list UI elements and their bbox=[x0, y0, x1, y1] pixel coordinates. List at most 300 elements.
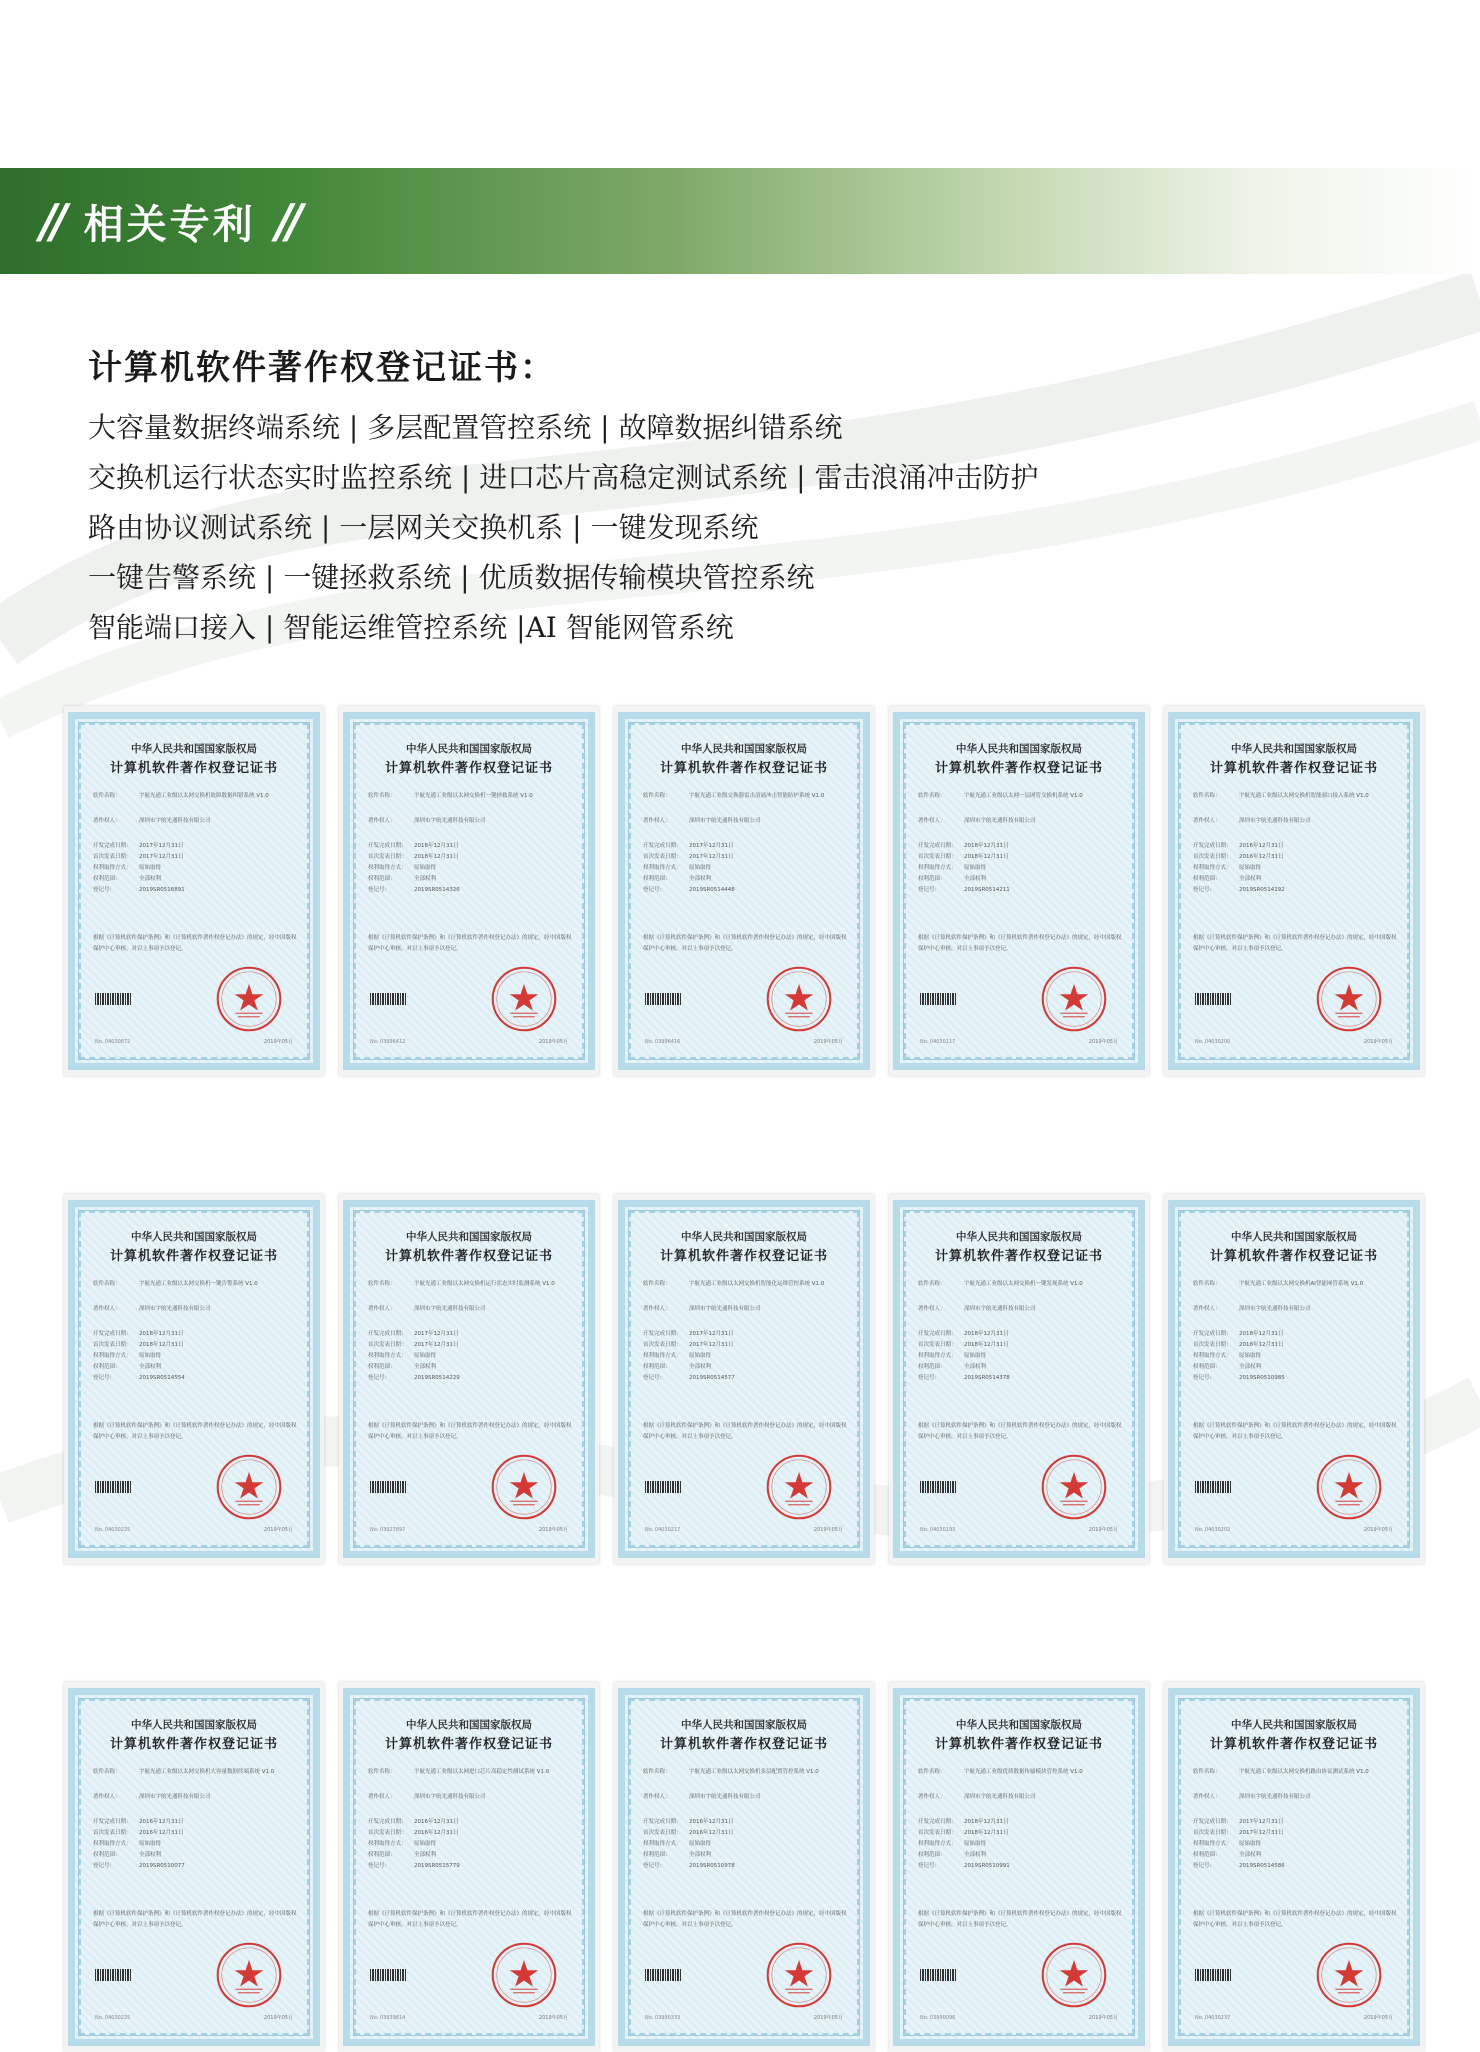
field-label: 著作权人： bbox=[1193, 1794, 1221, 1800]
field-label: 权利取得方式： bbox=[1193, 1353, 1232, 1359]
issue-date: 2019年05月 bbox=[813, 1039, 843, 1045]
certificate-agency: 中华人民共和国国家版权局 bbox=[956, 1719, 1082, 1731]
field-label: 首次发表日期： bbox=[643, 1342, 682, 1348]
pub-date: 2018年12月31日 bbox=[139, 1342, 184, 1348]
certificate-serial: No. 03990096 bbox=[920, 2015, 956, 2021]
registration-number: 2019SR0510985 bbox=[1239, 1375, 1285, 1381]
field-label: 权利取得方式： bbox=[368, 1841, 407, 1847]
registration-number: 2019SR0514192 bbox=[1239, 887, 1285, 893]
field-label: 开发完成日期： bbox=[93, 1819, 132, 1825]
certificate-paper bbox=[893, 1688, 1145, 2046]
field-label: 开发完成日期： bbox=[93, 1331, 132, 1337]
barcode-icon bbox=[1195, 993, 1231, 1005]
copyright-owner: 深圳市宇航光通科技有限公司 bbox=[1239, 1794, 1311, 1800]
certificate-fields bbox=[918, 791, 1122, 896]
field-label: 登记号： bbox=[1193, 887, 1216, 893]
rights-scope: 全部权利 bbox=[139, 876, 162, 882]
acquisition: 原始取得 bbox=[964, 1841, 987, 1847]
copyright-owner: 深圳市宇航光通科技有限公司 bbox=[964, 818, 1036, 824]
field-label: 首次发表日期： bbox=[93, 1342, 132, 1348]
field-label: 权利范围： bbox=[918, 1364, 946, 1370]
acquisition: 原始取得 bbox=[1239, 865, 1262, 871]
certificate-agency: 中华人民共和国国家版权局 bbox=[406, 1719, 532, 1731]
acquisition: 原始取得 bbox=[414, 1841, 437, 1847]
certificate-paper bbox=[1168, 1688, 1420, 2046]
certificate-paper bbox=[618, 712, 870, 1070]
certificate-agency: 中华人民共和国国家版权局 bbox=[681, 743, 807, 755]
red-seal-icon bbox=[765, 1453, 833, 1521]
field-label: 著作权人： bbox=[93, 818, 121, 824]
certificate-paper bbox=[893, 1200, 1145, 1558]
acquisition: 原始取得 bbox=[964, 1353, 987, 1359]
double-slash-icon: // bbox=[40, 194, 62, 248]
red-seal-icon bbox=[490, 1453, 558, 1521]
certificate-serial: No. 03939814 bbox=[370, 2015, 406, 2021]
registration-number: 2019SR0514378 bbox=[964, 1375, 1010, 1381]
copyright-owner: 深圳市宇航光通科技有限公司 bbox=[139, 1794, 211, 1800]
field-label: 开发完成日期： bbox=[918, 1819, 957, 1825]
certificate-title: 计算机软件著作权登记证书 bbox=[659, 1249, 828, 1264]
certificate-serial: No. 04030200 bbox=[1195, 1039, 1231, 1045]
rights-scope: 全部权利 bbox=[1239, 1364, 1262, 1370]
certificate-title: 计算机软件著作权登记证书 bbox=[384, 761, 553, 776]
field-label: 著作权人： bbox=[918, 818, 946, 824]
certificate-serial: No. 03927897 bbox=[370, 1527, 406, 1533]
certificate-card bbox=[339, 1194, 599, 1564]
barcode-icon bbox=[645, 1969, 681, 1981]
software-name: 宇航光通工业级以太网交换机智能端口接入系统 V1.0 bbox=[1239, 793, 1369, 799]
certificate-paragraph: 根据《计算机软件保护条例》和《计算机软件著作权登记办法》的规定，经中国版权保护中心审核，对以上事项予以登记。 bbox=[93, 935, 297, 952]
rights-scope: 全部权利 bbox=[964, 1852, 987, 1858]
field-label: 登记号： bbox=[918, 887, 941, 893]
copyright-owner: 深圳市宇航光通科技有限公司 bbox=[139, 818, 211, 824]
dev-date: 2018年12月31日 bbox=[964, 1331, 1009, 1337]
copyright-owner: 深圳市宇航光通科技有限公司 bbox=[139, 1306, 211, 1312]
red-seal-icon bbox=[215, 1453, 283, 1521]
issue-date: 2019年05月 bbox=[538, 1039, 568, 1045]
certificate-card bbox=[1164, 1194, 1424, 1564]
field-label: 首次发表日期： bbox=[643, 1830, 682, 1836]
certificate-fields bbox=[643, 1279, 847, 1384]
certificate-serial: No. 04030217 bbox=[645, 1527, 681, 1533]
registration-number: 2019SR0514554 bbox=[139, 1375, 185, 1381]
copyright-owner: 深圳市宇航光通科技有限公司 bbox=[414, 1306, 486, 1312]
field-label: 权利取得方式： bbox=[368, 1353, 407, 1359]
field-label: 著作权人： bbox=[918, 1794, 946, 1800]
dev-date: 2018年12月31日 bbox=[964, 843, 1009, 849]
pub-date: 2016年12月31日 bbox=[689, 1830, 734, 1836]
certificate-card bbox=[64, 1682, 324, 2052]
software-name: 宇航光通工业级以太网交换机一键告警系统 V1.0 bbox=[139, 1281, 258, 1287]
rights-scope: 全部权利 bbox=[689, 876, 712, 882]
field-label: 登记号： bbox=[918, 1375, 941, 1381]
registration-number: 2019SR0510978 bbox=[689, 1863, 735, 1869]
field-label: 登记号： bbox=[1193, 1375, 1216, 1381]
certificate-fields bbox=[93, 1279, 297, 1384]
field-label: 登记号： bbox=[93, 887, 116, 893]
software-name: 宇航光通工业级以太网交换机大容量数据终端系统 V1.0 bbox=[139, 1769, 275, 1775]
certificate-card bbox=[614, 706, 874, 1076]
certificate-card bbox=[614, 1682, 874, 2052]
field-label: 软件名称： bbox=[368, 1769, 396, 1775]
field-label: 开发完成日期： bbox=[1193, 843, 1232, 849]
field-label: 首次发表日期： bbox=[93, 1830, 132, 1836]
certificate-card bbox=[889, 706, 1149, 1076]
intro-line: 智能端口接入 | 智能运维管控系统 |AI 智能网管系统 bbox=[88, 611, 734, 644]
field-label: 首次发表日期： bbox=[368, 854, 407, 860]
issue-date: 2019年05月 bbox=[1088, 1039, 1118, 1045]
acquisition: 原始取得 bbox=[964, 865, 987, 871]
red-seal-icon bbox=[765, 1941, 833, 2009]
barcode-icon bbox=[645, 993, 681, 1005]
certificate-fields bbox=[918, 1767, 1122, 1872]
dev-date: 2016年12月31日 bbox=[1239, 843, 1284, 849]
field-label: 权利范围： bbox=[1193, 1364, 1221, 1370]
field-label: 著作权人： bbox=[368, 1306, 396, 1312]
certificate-agency: 中华人民共和国国家版权局 bbox=[131, 743, 257, 755]
certificate-agency: 中华人民共和国国家版权局 bbox=[681, 1231, 807, 1243]
certificate-paragraph: 根据《计算机软件保护条例》和《计算机软件著作权登记办法》的规定，经中国版权保护中心审核，对以上事项予以登记。 bbox=[93, 1423, 297, 1440]
pub-date: 2018年12月31日 bbox=[414, 854, 459, 860]
acquisition: 原始取得 bbox=[1239, 1353, 1262, 1359]
certificate-serial: No. 03990333 bbox=[645, 2015, 681, 2021]
rights-scope: 全部权利 bbox=[414, 1852, 437, 1858]
barcode-icon bbox=[95, 1481, 131, 1493]
barcode-icon bbox=[920, 1481, 956, 1493]
certificate-paper bbox=[893, 712, 1145, 1070]
copyright-owner: 深圳市宇航光通科技有限公司 bbox=[689, 818, 761, 824]
acquisition: 原始取得 bbox=[689, 865, 712, 871]
field-label: 权利范围： bbox=[1193, 876, 1221, 882]
pub-date: 2018年12月31日 bbox=[1239, 1342, 1284, 1348]
registration-number: 2019SR0514586 bbox=[1239, 1863, 1285, 1869]
field-label: 著作权人： bbox=[643, 1794, 671, 1800]
acquisition: 原始取得 bbox=[1239, 1841, 1262, 1847]
rights-scope: 全部权利 bbox=[964, 1364, 987, 1370]
certificate-paragraph: 根据《计算机软件保护条例》和《计算机软件著作权登记办法》的规定，经中国版权保护中心审核，对以上事项予以登记。 bbox=[643, 1423, 847, 1440]
certificate-fields bbox=[93, 1767, 297, 1872]
certificate-serial: No. 04030117 bbox=[920, 1039, 956, 1045]
barcode-icon bbox=[1195, 1969, 1231, 1981]
certificate-card bbox=[889, 1682, 1149, 2052]
red-seal-icon bbox=[215, 1941, 283, 2009]
certificate-paragraph: 根据《计算机软件保护条例》和《计算机软件著作权登记办法》的规定，经中国版权保护中心审核，对以上事项予以登记。 bbox=[368, 935, 572, 952]
intro-line: 一键告警系统 | 一键拯救系统 | 优质数据传输模块管控系统 bbox=[88, 561, 815, 594]
field-label: 权利取得方式： bbox=[643, 1841, 682, 1847]
certificate-paper bbox=[343, 712, 595, 1070]
field-label: 著作权人： bbox=[643, 1306, 671, 1312]
field-label: 权利取得方式： bbox=[1193, 1841, 1232, 1847]
issue-date: 2019年05月 bbox=[813, 2015, 843, 2021]
pub-date: 2017年12月31日 bbox=[1239, 1830, 1284, 1836]
software-name: 宇航光通工业级以太网交换机多层配置管控系统 V1.0 bbox=[689, 1769, 819, 1775]
certificate-agency: 中华人民共和国国家版权局 bbox=[131, 1719, 257, 1731]
certificate-paragraph: 根据《计算机软件保护条例》和《计算机软件著作权登记办法》的规定，经中国版权保护中心审核，对以上事项予以登记。 bbox=[1193, 1911, 1397, 1928]
pub-date: 2018年12月31日 bbox=[964, 1830, 1009, 1836]
field-label: 软件名称： bbox=[93, 1281, 121, 1287]
red-seal-icon bbox=[765, 965, 833, 1033]
certificate-paper bbox=[618, 1688, 870, 2046]
certificate-fields bbox=[1193, 1767, 1397, 1872]
certificate-title: 计算机软件著作权登记证书 bbox=[934, 1249, 1103, 1264]
field-label: 权利取得方式： bbox=[93, 865, 132, 871]
rights-scope: 全部权利 bbox=[139, 1364, 162, 1370]
pub-date: 2016年12月31日 bbox=[139, 1830, 184, 1836]
field-label: 软件名称： bbox=[643, 1769, 671, 1775]
certificate-card bbox=[614, 1194, 874, 1564]
field-label: 首次发表日期： bbox=[368, 1830, 407, 1836]
issue-date: 2019年05月 bbox=[1088, 2015, 1118, 2021]
field-label: 首次发表日期： bbox=[643, 854, 682, 860]
issue-date: 2019年05月 bbox=[538, 2015, 568, 2021]
field-label: 软件名称： bbox=[918, 1769, 946, 1775]
dev-date: 2017年12月31日 bbox=[139, 843, 184, 849]
pub-date: 2017年12月31日 bbox=[139, 854, 184, 860]
software-name: 宇航光通工业级以太网交换机一键拯救系统 V1.0 bbox=[414, 793, 533, 799]
barcode-icon bbox=[95, 1969, 131, 1981]
certificate-paper bbox=[1168, 712, 1420, 1070]
dev-date: 2017年12月31日 bbox=[689, 1331, 734, 1337]
field-label: 开发完成日期： bbox=[93, 843, 132, 849]
certificate-paragraph: 根据《计算机软件保护条例》和《计算机软件著作权登记办法》的规定，经中国版权保护中心审核，对以上事项予以登记。 bbox=[918, 1423, 1122, 1440]
field-label: 开发完成日期： bbox=[643, 1819, 682, 1825]
certificate-agency: 中华人民共和国国家版权局 bbox=[131, 1231, 257, 1243]
barcode-icon bbox=[370, 1481, 406, 1493]
certificate-agency: 中华人民共和国国家版权局 bbox=[681, 1719, 807, 1731]
field-label: 权利取得方式： bbox=[93, 1353, 132, 1359]
field-label: 开发完成日期： bbox=[1193, 1331, 1232, 1337]
certificate-title: 计算机软件著作权登记证书 bbox=[109, 1737, 278, 1752]
acquisition: 原始取得 bbox=[689, 1841, 712, 1847]
field-label: 权利范围： bbox=[93, 1852, 121, 1858]
field-label: 权利取得方式： bbox=[1193, 865, 1232, 871]
pub-date: 2017年12月31日 bbox=[689, 854, 734, 860]
field-label: 权利取得方式： bbox=[918, 865, 957, 871]
red-seal-icon bbox=[1315, 965, 1383, 1033]
dev-date: 2017年12月31日 bbox=[414, 1331, 459, 1337]
rights-scope: 全部权利 bbox=[1239, 1852, 1262, 1858]
field-label: 软件名称： bbox=[1193, 1769, 1221, 1775]
dev-date: 2016年12月31日 bbox=[689, 1819, 734, 1825]
certificate-serial: No. 04030225 bbox=[95, 2015, 131, 2021]
certificate-paper bbox=[343, 1688, 595, 2046]
field-label: 软件名称： bbox=[918, 793, 946, 799]
field-label: 权利范围： bbox=[918, 1852, 946, 1858]
barcode-icon bbox=[1195, 1481, 1231, 1493]
intro-block bbox=[88, 340, 1038, 653]
field-label: 权利范围： bbox=[368, 876, 396, 882]
certificate-serial: No. 04030872 bbox=[95, 1039, 131, 1045]
intro-line: 路由协议测试系统 | 一层网关交换机系 | 一键发现系统 bbox=[88, 511, 759, 544]
field-label: 权利范围： bbox=[368, 1364, 396, 1370]
section-banner bbox=[0, 168, 1480, 274]
field-label: 首次发表日期： bbox=[1193, 854, 1232, 860]
software-name: 宇航光通工业级优质数据传输模块管控系统 V1.0 bbox=[964, 1769, 1083, 1775]
field-label: 开发完成日期： bbox=[643, 843, 682, 849]
barcode-icon bbox=[645, 1481, 681, 1493]
copyright-owner: 深圳市宇航光通科技有限公司 bbox=[689, 1794, 761, 1800]
barcode-icon bbox=[370, 1969, 406, 1981]
field-label: 软件名称： bbox=[368, 793, 396, 799]
certificate-title: 计算机软件著作权登记证书 bbox=[384, 1737, 553, 1752]
rights-scope: 全部权利 bbox=[414, 876, 437, 882]
certificate-serial: No. 04030237 bbox=[1195, 2015, 1231, 2021]
certificate-agency: 中华人民共和国国家版权局 bbox=[406, 743, 532, 755]
certificate-paper bbox=[68, 1688, 320, 2046]
field-label: 首次发表日期： bbox=[1193, 1830, 1232, 1836]
certificate-paragraph: 根据《计算机软件保护条例》和《计算机软件著作权登记办法》的规定，经中国版权保护中心审核，对以上事项予以登记。 bbox=[918, 1911, 1122, 1928]
field-label: 权利范围： bbox=[918, 876, 946, 882]
registration-number: 2019SR0514577 bbox=[689, 1375, 735, 1381]
certificate-title: 计算机软件著作权登记证书 bbox=[1209, 761, 1378, 776]
field-label: 开发完成日期： bbox=[918, 843, 957, 849]
red-seal-icon bbox=[1040, 1453, 1108, 1521]
copyright-owner: 深圳市宇航光通科技有限公司 bbox=[964, 1306, 1036, 1312]
certificate-title: 计算机软件著作权登记证书 bbox=[1209, 1737, 1378, 1752]
pub-date: 2016年12月31日 bbox=[1239, 854, 1284, 860]
copyright-owner: 深圳市宇航光通科技有限公司 bbox=[414, 1794, 486, 1800]
field-label: 权利范围： bbox=[643, 1852, 671, 1858]
field-label: 登记号： bbox=[93, 1863, 116, 1869]
field-label: 登记号： bbox=[368, 1863, 391, 1869]
red-seal-icon bbox=[490, 1941, 558, 2009]
field-label: 权利范围： bbox=[93, 876, 121, 882]
field-label: 软件名称： bbox=[1193, 793, 1221, 799]
field-label: 首次发表日期： bbox=[918, 1830, 957, 1836]
field-label: 著作权人： bbox=[368, 818, 396, 824]
issue-date: 2019年05月 bbox=[263, 2015, 293, 2021]
certificate-agency: 中华人民共和国国家版权局 bbox=[1231, 1231, 1357, 1243]
certificate-fields bbox=[643, 1767, 847, 1872]
double-slash-icon: // bbox=[275, 194, 298, 248]
certificate-agency: 中华人民共和国国家版权局 bbox=[406, 1231, 532, 1243]
field-label: 权利取得方式： bbox=[643, 1353, 682, 1359]
rights-scope: 全部权利 bbox=[139, 1852, 162, 1858]
certificate-fields bbox=[368, 791, 572, 896]
software-name: 宇航光通工业级以太网交换机智能化运维管控系统 V1.0 bbox=[689, 1281, 825, 1287]
certificate-title: 计算机软件著作权登记证书 bbox=[109, 761, 278, 776]
pub-date: 2018年12月31日 bbox=[964, 1342, 1009, 1348]
registration-number: 2019SR0514229 bbox=[414, 1375, 460, 1381]
issue-date: 2019年05月 bbox=[1363, 2015, 1393, 2021]
acquisition: 原始取得 bbox=[139, 1841, 162, 1847]
certificate-paper bbox=[1168, 1200, 1420, 1558]
dev-date: 2018年12月31日 bbox=[139, 1331, 184, 1337]
issue-date: 2019年05月 bbox=[1363, 1527, 1393, 1533]
field-label: 著作权人： bbox=[93, 1306, 121, 1312]
field-label: 权利范围： bbox=[93, 1364, 121, 1370]
pub-date: 2017年12月31日 bbox=[414, 1342, 459, 1348]
dev-date: 2017年12月31日 bbox=[1239, 1819, 1284, 1825]
issue-date: 2019年05月 bbox=[813, 1527, 843, 1533]
registration-number: 2019SR0514211 bbox=[964, 887, 1010, 893]
dev-date: 2018年12月31日 bbox=[1239, 1331, 1284, 1337]
field-label: 权利取得方式： bbox=[643, 865, 682, 871]
certificate-paper bbox=[618, 1200, 870, 1558]
certificate-card bbox=[1164, 1682, 1424, 2052]
certificate-fields bbox=[93, 791, 297, 896]
issue-date: 2019年05月 bbox=[263, 1039, 293, 1045]
certificate-fields bbox=[1193, 791, 1397, 896]
copyright-owner: 深圳市宇航光通科技有限公司 bbox=[414, 818, 486, 824]
dev-date: 2017年12月31日 bbox=[689, 843, 734, 849]
registration-number: 2019SR0516891 bbox=[139, 887, 185, 893]
field-label: 首次发表日期： bbox=[368, 1342, 407, 1348]
pub-date: 2016年12月31日 bbox=[414, 1830, 459, 1836]
issue-date: 2019年05月 bbox=[1363, 1039, 1393, 1045]
certificate-fields bbox=[368, 1767, 572, 1872]
field-label: 著作权人： bbox=[918, 1306, 946, 1312]
intro-line: 交换机运行状态实时监控系统 | 进口芯片高稳定测试系统 | 雷击浪涌冲击防护 bbox=[88, 461, 1039, 494]
red-seal-icon bbox=[1040, 1941, 1108, 2009]
field-label: 开发完成日期： bbox=[368, 843, 407, 849]
issue-date: 2019年05月 bbox=[263, 1527, 293, 1533]
field-label: 开发完成日期： bbox=[643, 1331, 682, 1337]
field-label: 权利范围： bbox=[368, 1852, 396, 1858]
field-label: 开发完成日期： bbox=[918, 1331, 957, 1337]
dev-date: 2018年12月31日 bbox=[414, 843, 459, 849]
field-label: 软件名称： bbox=[93, 1769, 121, 1775]
certificate-paragraph: 根据《计算机软件保护条例》和《计算机软件著作权登记办法》的规定，经中国版权保护中心审核，对以上事项予以登记。 bbox=[918, 935, 1122, 952]
barcode-icon bbox=[370, 993, 406, 1005]
certificate-agency: 中华人民共和国国家版权局 bbox=[1231, 743, 1357, 755]
rights-scope: 全部权利 bbox=[1239, 876, 1262, 882]
issue-date: 2019年05月 bbox=[538, 1527, 568, 1533]
certificate-serial: No. 04030225 bbox=[95, 1527, 131, 1533]
barcode-icon bbox=[920, 993, 956, 1005]
section-title: 相关专利 bbox=[83, 201, 256, 248]
certificate-paragraph: 根据《计算机软件保护条例》和《计算机软件著作权登记办法》的规定，经中国版权保护中心审核，对以上事项予以登记。 bbox=[1193, 1423, 1397, 1440]
software-name: 宇航光通工业级以太网交换机运行状态实时监测系统 V1.0 bbox=[414, 1281, 555, 1287]
rights-scope: 全部权利 bbox=[964, 876, 987, 882]
dev-date: 2018年12月31日 bbox=[964, 1819, 1009, 1825]
field-label: 登记号： bbox=[918, 1863, 941, 1869]
certificate-card bbox=[889, 1194, 1149, 1564]
field-label: 软件名称： bbox=[93, 793, 121, 799]
field-label: 软件名称： bbox=[1193, 1281, 1221, 1287]
acquisition: 原始取得 bbox=[414, 865, 437, 871]
certificate-paper bbox=[68, 712, 320, 1070]
certificate-agency: 中华人民共和国国家版权局 bbox=[956, 743, 1082, 755]
field-label: 登记号： bbox=[368, 1375, 391, 1381]
field-label: 登记号： bbox=[643, 887, 666, 893]
field-label: 登记号： bbox=[1193, 1863, 1216, 1869]
certificate-serial: No. 03996412 bbox=[370, 1039, 406, 1045]
red-seal-icon bbox=[490, 965, 558, 1033]
registration-number: 2019SR0514326 bbox=[414, 887, 460, 893]
dev-date: 2016年12月31日 bbox=[414, 1819, 459, 1825]
certificate-title: 计算机软件著作权登记证书 bbox=[1209, 1249, 1378, 1264]
certificate-card bbox=[64, 1194, 324, 1564]
red-seal-icon bbox=[1315, 1941, 1383, 2009]
barcode-icon bbox=[920, 1969, 956, 1981]
rights-scope: 全部权利 bbox=[689, 1364, 712, 1370]
field-label: 著作权人： bbox=[643, 818, 671, 824]
certificate-card bbox=[339, 706, 599, 1076]
field-label: 权利范围： bbox=[643, 1364, 671, 1370]
field-label: 著作权人： bbox=[1193, 1306, 1221, 1312]
registration-number: 2019SR0515779 bbox=[414, 1863, 460, 1869]
red-seal-icon bbox=[1315, 1453, 1383, 1521]
dev-date: 2016年12月31日 bbox=[139, 1819, 184, 1825]
field-label: 权利取得方式： bbox=[918, 1841, 957, 1847]
certificate-fields bbox=[918, 1279, 1122, 1384]
field-label: 权利取得方式： bbox=[368, 865, 407, 871]
certificate-title: 计算机软件著作权登记证书 bbox=[659, 1737, 828, 1752]
certificate-paragraph: 根据《计算机软件保护条例》和《计算机软件著作权登记办法》的规定，经中国版权保护中心审核，对以上事项予以登记。 bbox=[93, 1911, 297, 1928]
certificate-card bbox=[339, 1682, 599, 2052]
registration-number: 2019SR0510991 bbox=[964, 1863, 1010, 1869]
